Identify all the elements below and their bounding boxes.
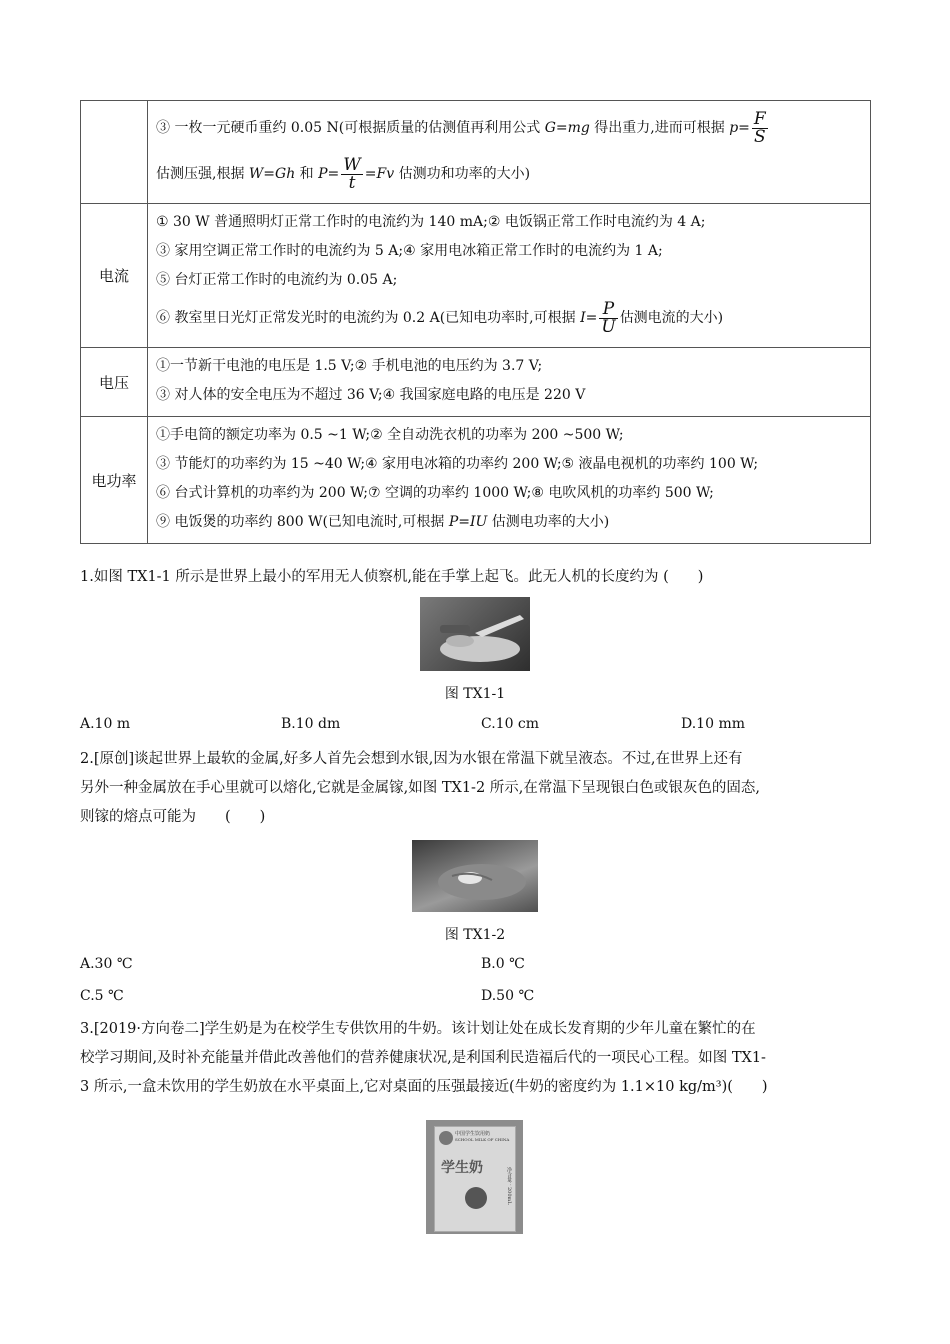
figure-caption-2: 图 TX1-2 bbox=[444, 927, 506, 943]
table-line: ⑥ 教室里日光灯正常发光时的电流约为 0.2 A(已知电功率时,可根据 I= $\frac{P}{U}$ 估测电流的大小) bbox=[156, 298, 724, 337]
fraction-P-over-U: $\frac{P}{U}$ bbox=[601, 298, 616, 337]
row-content bbox=[148, 417, 871, 543]
fraction-W-over-t: $\frac{W}{t}$ bbox=[343, 154, 361, 193]
q1-option-a[interactable]: A.10 m bbox=[80, 716, 131, 732]
row-label-empty bbox=[81, 101, 148, 203]
table-line: ①手电筒的额定功率为 0.5 ~1 W;② 全自动洗衣机的功率为 200 ~500 W; bbox=[156, 427, 624, 443]
row-content bbox=[148, 348, 871, 416]
row-label-current: 电流 bbox=[81, 204, 148, 347]
figure-caption-1: 图 TX1-1 bbox=[444, 686, 506, 702]
table-line: 估测压强,根据 W=Gh 和 P= $\frac{W}{t}$ =Fv 估测功和功率的大小) bbox=[156, 154, 531, 193]
table-line: ③ 节能灯的功率约为 15 ~40 W;④ 家用电冰箱的功率约 200 W;⑤ 液晶电视机的功率约 100 W; bbox=[156, 456, 759, 472]
q1-option-b[interactable]: B.10 dm bbox=[281, 716, 341, 732]
table-line: ③ 一枚一元硬币重约 0.05 N(可根据质量的估测值再利用公式 G=mg 得出重力,进而可根据 p= $\frac{F}{S}$ bbox=[156, 108, 766, 147]
table-line: ①一节新干电池的电压是 1.5 V;② 手机电池的电压约为 3.7 V; bbox=[156, 358, 543, 374]
question-2: 2.[原创]谈起世界上最软的金属,好多人首先会想到水银,因为水银在常温下就呈液态。不过,在世界上还有 另外一种金属放在手心里就可以熔化,它就是金属镓,如图 TX1-2 所示,在常温下呈现银白色或银灰色的固态, 则镓的熔点可能为 ( ) bbox=[80, 751, 760, 825]
table-row-pressure bbox=[81, 101, 871, 204]
gallium-in-palm-photo bbox=[412, 840, 538, 912]
table-row-voltage bbox=[81, 348, 871, 417]
table-line: ⑤ 台灯正常工作时的电流约为 0.05 A; bbox=[156, 272, 398, 288]
question-3: 3.[2019·方向卷二]学生奶是为在校学生专供饮用的牛奶。该计划让处在成长发育期的少年儿童在繁忙的在 校学习期间,及时补充能量并借此改善他们的营养健康状况,是利国利民造福后代的一项民心工程。如图 TX1- 3 所示,一盒未饮用的学生奶放在水平桌面上,它对桌面的压强最接近(牛奶的密度约为 1.1×10 kg/m³)( ) bbox=[80, 1021, 768, 1095]
table-line: ⑥ 台式计算机的功率约为 200 W;⑦ 空调的功率约 1000 W;⑧ 电吹风机的功率约 500 W; bbox=[156, 485, 714, 501]
reference-table bbox=[80, 100, 871, 544]
row-content bbox=[148, 101, 871, 203]
q2-option-b[interactable]: B.0 ℃ bbox=[481, 956, 525, 972]
q2-option-c[interactable]: C.5 ℃ bbox=[80, 988, 124, 1004]
table-row-current bbox=[81, 204, 871, 348]
q2-option-a[interactable]: A.30 ℃ bbox=[80, 956, 133, 972]
cartoon-mouse-icon bbox=[465, 1187, 487, 1209]
question-1: 1.如图 TX1-1 所示是世界上最小的军用无人侦察机,能在手掌上起飞。此无人机的长度约为 ( ) bbox=[80, 569, 704, 585]
q2-option-d[interactable]: D.50 ℃ bbox=[481, 988, 535, 1004]
q1-option-d[interactable]: D.10 mm bbox=[681, 716, 745, 732]
table-line: ⑨ 电饭煲的功率约 800 W(已知电流时,可根据 P=IU 估测电功率的大小) bbox=[156, 514, 610, 530]
table-row-power bbox=[81, 417, 871, 544]
q1-option-c[interactable]: C.10 cm bbox=[481, 716, 540, 732]
school-milk-box-photo: 中国学生饮用奶 SCHOOL MILK OF CHINA 学生奶 净含量：200mL bbox=[426, 1120, 523, 1234]
table-line: ③ 家用空调正常工作时的电流约为 5 A;④ 家用电冰箱正常工作时的电流约为 1 A; bbox=[156, 243, 663, 259]
table-line: ③ 对人体的安全电压为不超过 36 V;④ 我国家庭电路的电压是 220 V bbox=[156, 387, 586, 403]
table-line: ① 30 W 普通照明灯正常工作时的电流约为 140 mA;② 电饭锅正常工作时电流约为 4 A; bbox=[156, 214, 706, 230]
logo-icon bbox=[439, 1131, 453, 1145]
fraction-F-over-S: $\frac{F}{S}$ bbox=[753, 108, 766, 147]
row-label-power: 电功率 bbox=[81, 417, 148, 543]
row-label-voltage: 电压 bbox=[81, 348, 148, 416]
drone-on-hand-photo bbox=[420, 597, 530, 671]
row-content bbox=[148, 204, 871, 347]
